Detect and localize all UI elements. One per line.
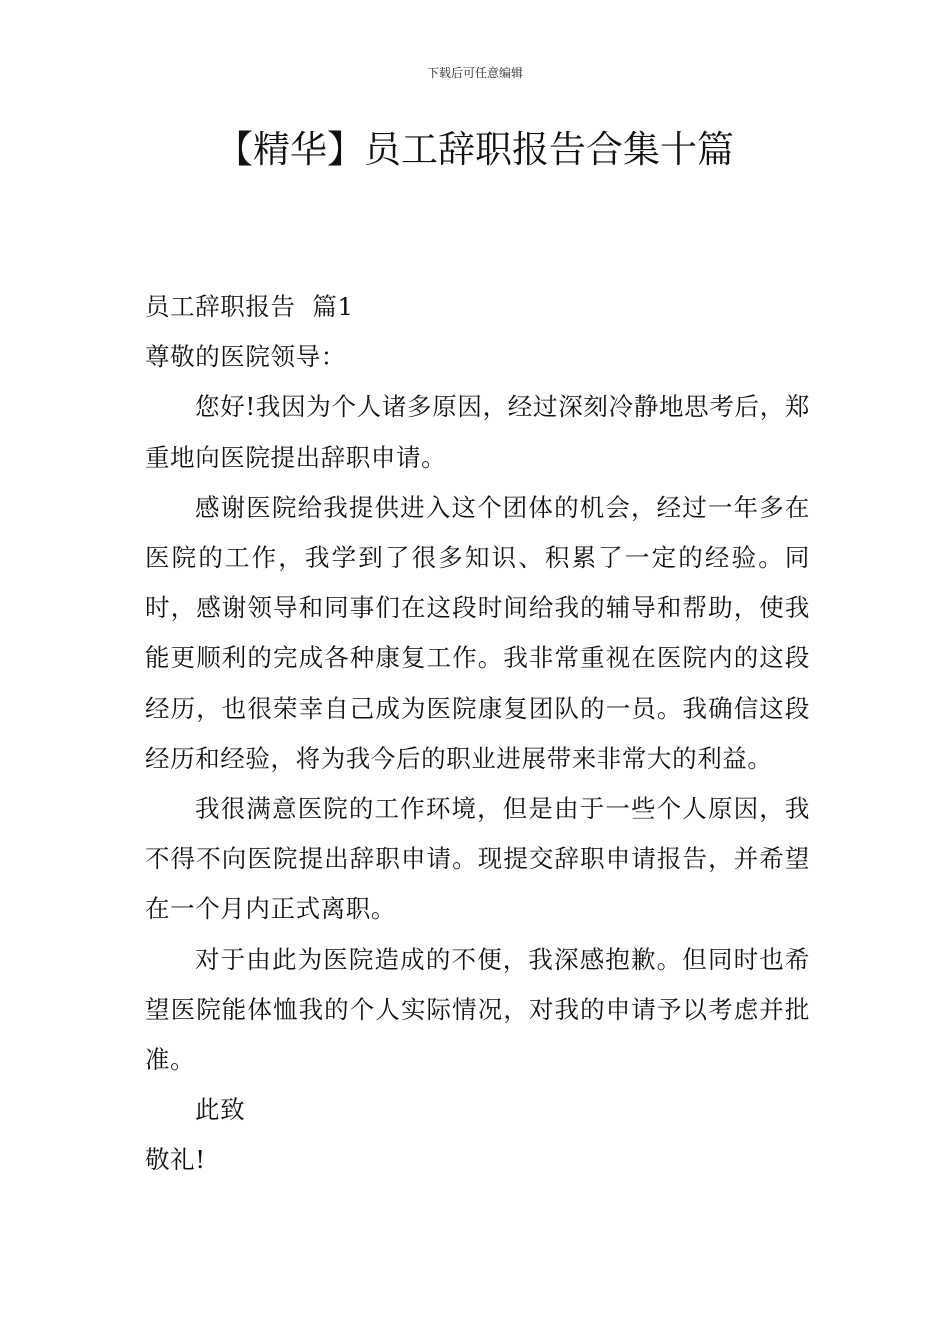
- section-heading: 员工辞职报告 篇1: [145, 292, 354, 321]
- salutation: 尊敬的医院领导：: [145, 342, 346, 372]
- paragraph-thanks: 感谢医院给我提供进入这个团体的机会，经过一年多在医院的工作，我学到了很多知识、积累了一定的经验。同时，感谢领导和同事们在这段时间给我的辅导和帮助，使我能更顺利的完成各种康复工作。我非常重视在医院内的这段经历，也很荣幸自己成为医院康复团队的一员。我确信这段经历和经验，将为我今后的职业进展带来非常大的利益。: [145, 492, 810, 773]
- document-title: 【精华】员工辞职报告合集十篇: [216, 128, 734, 171]
- regards: 敬礼!: [145, 1145, 206, 1175]
- paragraph-apology: 对于由此为医院造成的不便，我深感抱歉。但同时也希望医院能体恤我的个人实际情况，对我的申请予以考虑并批准。: [145, 944, 810, 1075]
- document-body: [145, 282, 810, 1186]
- paragraph-reason: 我很满意医院的工作环境，但是由于一些个人原因，我不得不向医院提出辞职申请。现提交辞职申请报告，并希望在一个月内正式离职。: [145, 794, 810, 924]
- header-note: 下载后可任意编辑: [426, 66, 523, 80]
- paragraph-greeting: 您好!我因为个人诸多原因，经过深刻冷静地思考后，郑重地向医院提出辞职申请。: [145, 392, 810, 472]
- closing: 此致: [195, 1095, 246, 1125]
